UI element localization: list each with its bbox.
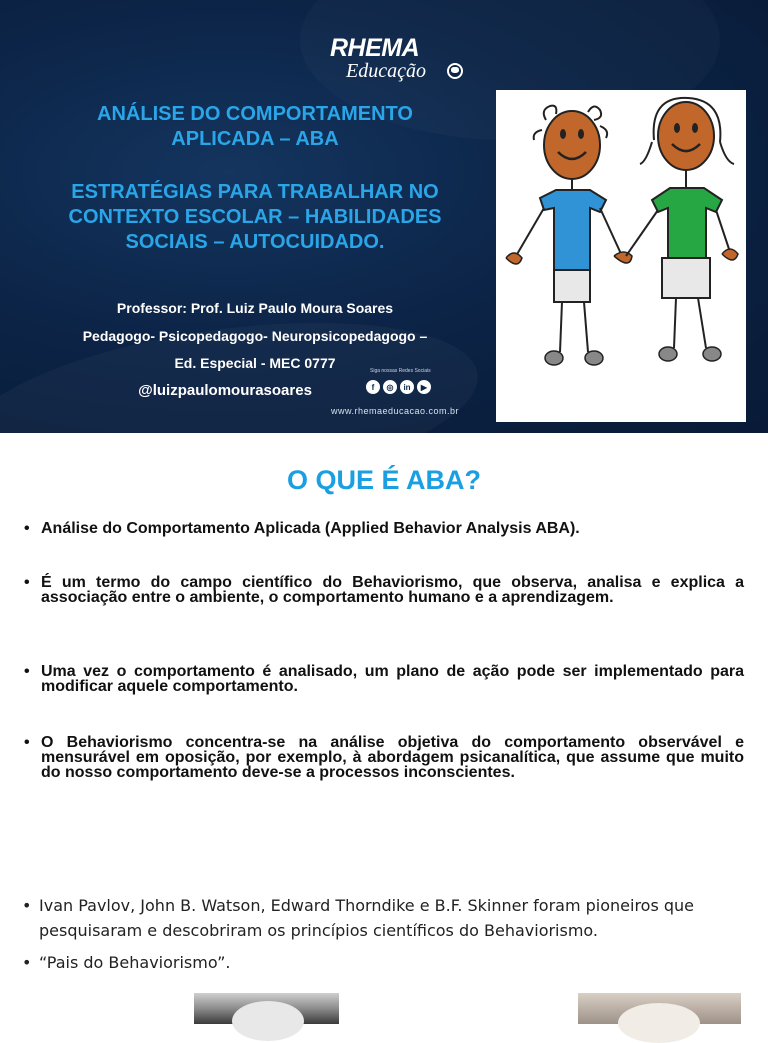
bullet-item: [24, 735, 744, 780]
website-url: www.rhemaeducacao.com.br: [331, 406, 460, 416]
bullet-dot: •: [24, 520, 30, 537]
right-child-head: [658, 102, 714, 170]
note-item: [22, 893, 762, 943]
bullet-dot: •: [24, 663, 30, 680]
children-illustration: [496, 90, 746, 422]
logo-subtitle: Educação: [346, 60, 426, 82]
bullet-item: [24, 664, 744, 694]
right-child-shirt: [652, 188, 722, 258]
professor-handle: @luizpaulomourasoares: [138, 382, 312, 399]
bullet-item: [24, 575, 744, 605]
bullet-text: O Behaviorismo concentra-se na análise objetiva do comportamento observável e mensurável em oposição, por exemplo, à abordagem psicanalítica, que assume que muito do nosso comportamento deve-se a processos inconscientes.: [41, 734, 744, 781]
linkedin-icon[interactable]: in: [400, 380, 414, 394]
bullet-dot: •: [24, 734, 30, 751]
rhema-logo: [330, 34, 470, 90]
hair-curl: [600, 126, 607, 138]
course-subtitle: [30, 180, 480, 255]
course-title: [30, 102, 480, 152]
left-child-head: [544, 111, 600, 179]
left-child-shirt: [540, 190, 606, 270]
behaviorist-photo: [194, 993, 339, 1024]
globe-icon: [447, 63, 463, 79]
social-caption: Siga nossas Redes Sociais: [370, 368, 431, 374]
course-title-line: ANÁLISE DO COMPORTAMENTO: [97, 103, 413, 125]
instagram-icon[interactable]: ◎: [383, 380, 397, 394]
bullet-text: Análise do Comportamento Aplicada (Applied Behavior Analysis ABA).: [41, 520, 580, 537]
bullet-item: [24, 521, 744, 536]
right-child-shorts: [662, 258, 710, 298]
note-text: “Pais do Behaviorismo”.: [39, 953, 231, 972]
course-title-line: APLICADA – ABA: [171, 128, 339, 150]
note-text: Ivan Pavlov, John B. Watson, Edward Thorndike e B.F. Skinner foram pioneiros que pesquisaram e descobriram os princípios científicos do Behaviorismo.: [39, 896, 695, 940]
course-subtitle-line: ESTRATÉGIAS PARA TRABALHAR NO: [71, 181, 439, 203]
bullet-dot: •: [22, 953, 32, 972]
hair-curl: [534, 130, 542, 140]
bullet-dot: •: [22, 896, 32, 915]
children-drawing: [496, 90, 746, 422]
slide-title: O QUE É ABA?: [286, 465, 481, 495]
note-item: [22, 950, 762, 975]
youtube-icon[interactable]: ▶: [417, 380, 431, 394]
bullet-text: Uma vez o comportamento é analisado, um plano de ação pode ser implementado para modificar aquele comportamento.: [41, 663, 744, 695]
course-subtitle-line: CONTEXTO ESCOLAR – HABILIDADES: [68, 206, 442, 228]
bullet-text: É um termo do campo científico do Behaviorismo, que observa, analisa e explica a associação entre o ambiente, o comportamento humano e a aprendizagem.: [41, 574, 744, 606]
professor-name: Professor: Prof. Luiz Paulo Moura Soares: [116, 300, 394, 316]
bullet-dot: •: [24, 574, 30, 591]
left-child-shorts: [554, 270, 590, 302]
joined-hands: [614, 252, 632, 263]
course-subtitle-line: SOCIAIS – AUTOCUIDADO.: [125, 231, 385, 253]
professor-specialties: Pedagogo- Psicopedagogo- Neuropsicopedagogo –: [82, 328, 428, 344]
behaviorist-photo: [578, 993, 741, 1024]
logo-wordmark: RHEMA: [330, 34, 420, 62]
professor-education: Ed. Especial - MEC 0777: [174, 355, 336, 371]
social-icons: [366, 380, 431, 394]
course-banner: [0, 0, 768, 433]
facebook-icon[interactable]: f: [366, 380, 380, 394]
